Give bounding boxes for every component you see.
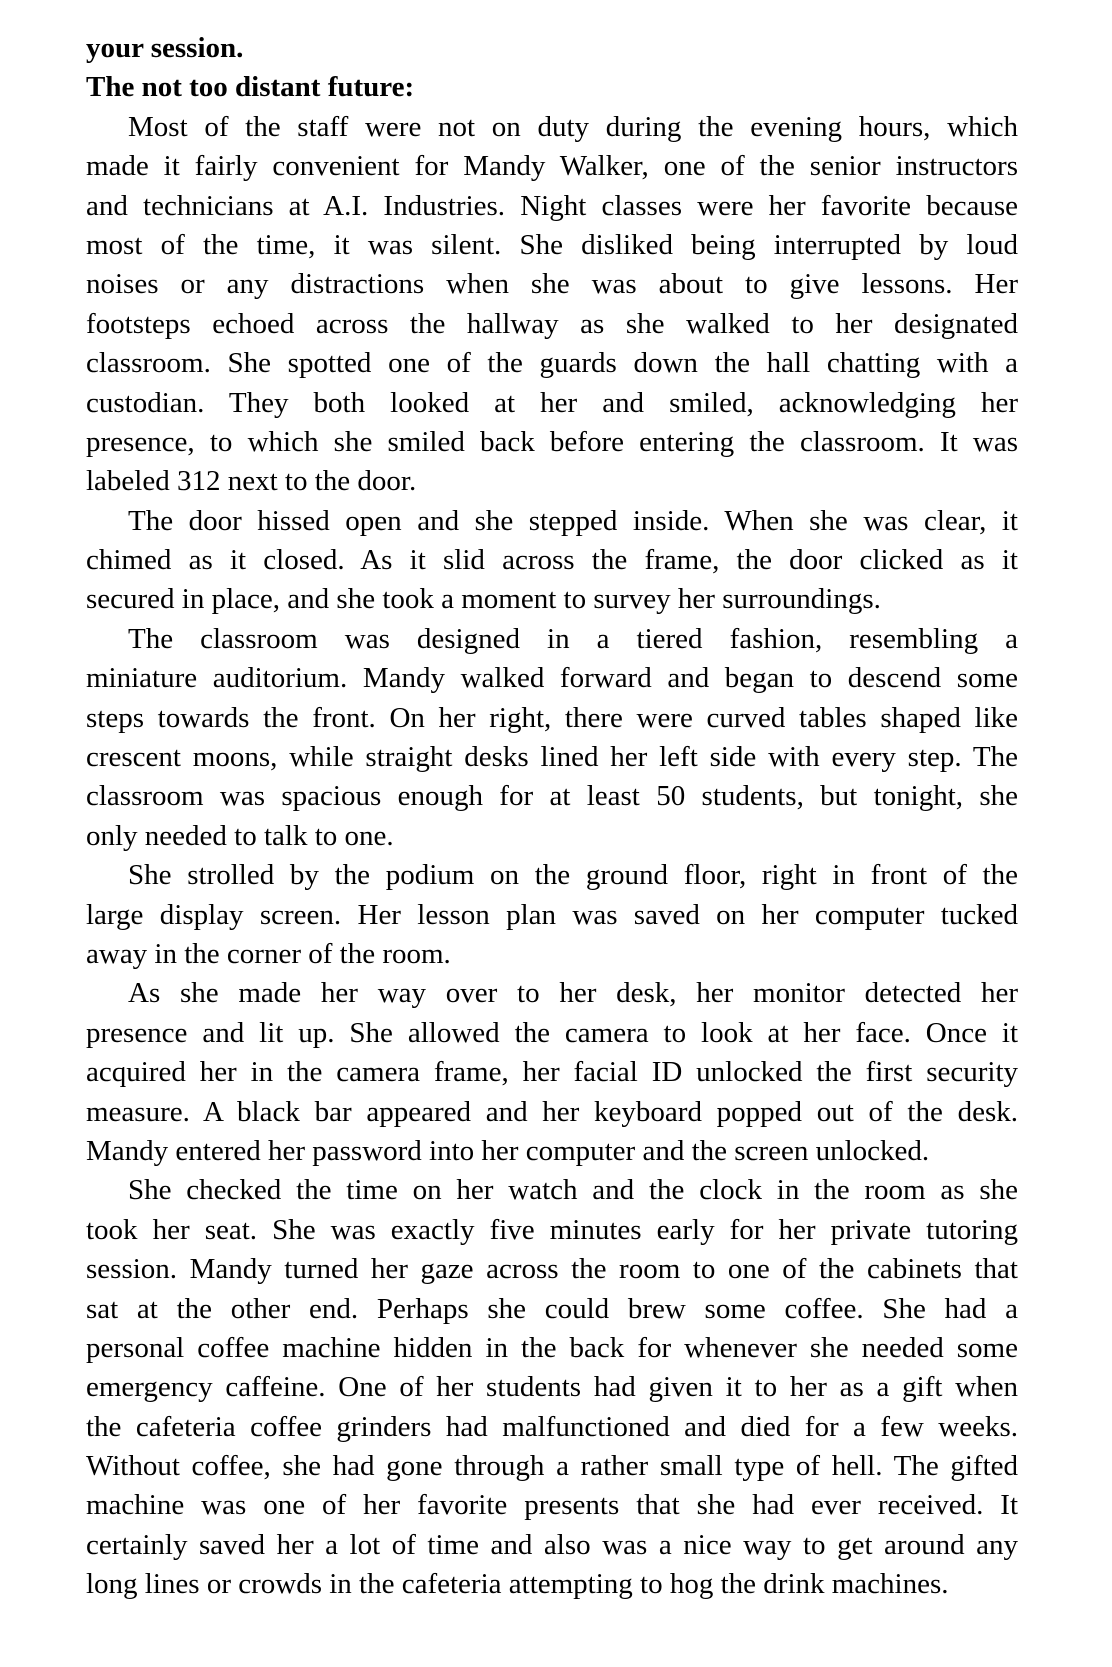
story-line: custodian. They both looked at her and smiled, acknowledging her — [86, 386, 1018, 419]
story-line: secured in place, and she took a moment to survey her surroundings. — [86, 583, 881, 616]
story-line: classroom. She spotted one of the guards down the hall chatting with a — [86, 347, 1018, 380]
document-page — [86, 29, 1018, 1605]
story-line: crescent moons, while straight desks lined her left side with every step. The — [86, 741, 1018, 774]
story-line: most of the time, it was silent. She disliked being interrupted by loud — [86, 228, 1018, 261]
story-line: session. Mandy turned her gaze across the room to one of the cabinets that — [86, 1253, 1018, 1286]
story-line: The door hissed open and she stepped inside. When she was clear, it — [128, 504, 1018, 537]
story-line: footsteps echoed across the hallway as she walked to her designated — [86, 307, 1018, 340]
story-line: noises or any distractions when she was about to give lessons. Her — [86, 268, 1018, 301]
story-line: long lines or crowds in the cafeteria attempting to hog the drink machines. — [86, 1568, 949, 1601]
story-line: chimed as it closed. As it slid across the frame, the door clicked as it — [86, 544, 1018, 577]
story-line: measure. A black bar appeared and her keyboard popped out of the desk. — [86, 1095, 1018, 1128]
story-line: only needed to talk to one. — [86, 819, 394, 852]
story-line: The classroom was designed in a tiered fashion, resembling a — [128, 622, 1018, 655]
story-line: the cafeteria coffee grinders had malfunctioned and died for a few weeks. — [86, 1410, 1018, 1443]
story-line: large display screen. Her lesson plan was saved on her computer tucked — [86, 898, 1018, 931]
previous-paragraph-fragment: your session. — [86, 32, 244, 64]
story-line: and technicians at A.I. Industries. Night classes were her favorite because — [86, 189, 1018, 222]
story-line: Mandy entered her password into her computer and the screen unlocked. — [86, 1134, 930, 1167]
story-line: emergency caffeine. One of her students had given it to her as a gift when — [86, 1371, 1018, 1404]
story-line: As she made her way over to her desk, her monitor detected her — [128, 977, 1018, 1010]
story-line: away in the corner of the room. — [86, 937, 451, 970]
section-heading: The not too distant future: — [86, 71, 415, 104]
story-line: presence, to which she smiled back before entering the classroom. It was — [86, 425, 1018, 458]
story-body — [86, 108, 1018, 1605]
story-line: presence and lit up. She allowed the camera to look at her face. Once it — [86, 1016, 1018, 1049]
story-line: machine was one of her favorite presents that she had ever received. It — [86, 1489, 1018, 1522]
story-line: Most of the staff were not on duty during the evening hours, which — [128, 110, 1018, 143]
story-line: sat at the other end. Perhaps she could brew some coffee. She had a — [86, 1292, 1018, 1325]
story-line: personal coffee machine hidden in the back for whenever she needed some — [86, 1331, 1018, 1364]
story-line: took her seat. She was exactly five minutes early for her private tutoring — [86, 1213, 1018, 1246]
story-line: She strolled by the podium on the ground floor, right in front of the — [128, 859, 1018, 892]
story-line: classroom was spacious enough for at least 50 students, but tonight, she — [86, 780, 1018, 813]
story-line: miniature auditorium. Mandy walked forward and began to descend some — [86, 662, 1018, 695]
story-line: steps towards the front. On her right, there were curved tables shaped like — [86, 701, 1018, 734]
story-line: acquired her in the camera frame, her facial ID unlocked the first security — [86, 1056, 1018, 1089]
story-line: labeled 312 next to the door. — [86, 465, 417, 498]
story-line: certainly saved her a lot of time and also was a nice way to get around any — [86, 1528, 1018, 1561]
story-line: She checked the time on her watch and the clock in the room as she — [128, 1174, 1018, 1207]
story-line: made it fairly convenient for Mandy Walker, one of the senior instructors — [86, 150, 1018, 183]
story-line: Without coffee, she had gone through a rather small type of hell. The gifted — [86, 1450, 1018, 1483]
